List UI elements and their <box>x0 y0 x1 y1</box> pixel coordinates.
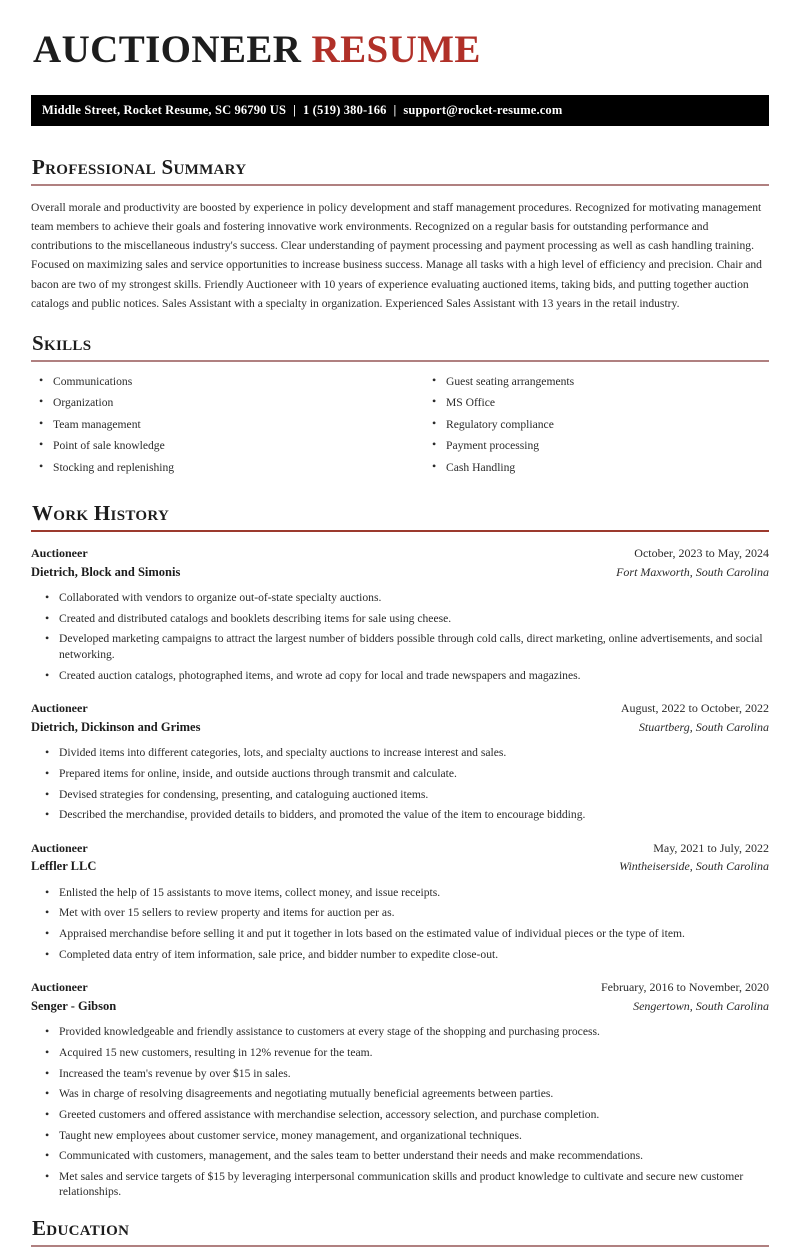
contact-separator-2: | <box>393 102 397 117</box>
list-item: • Stocking and replenishing <box>31 460 400 475</box>
work-entry <box>31 978 769 1200</box>
job-dates: October, 2023 to May, 2024 <box>634 546 769 561</box>
section-rule-skills <box>31 360 769 362</box>
list-item: • Communicated with customers, management, and the sales team to better understand their needs and make recommendations. <box>31 1148 769 1164</box>
job-bullet-list <box>31 885 769 963</box>
list-item: • Developed marketing campaigns to attract the largest number of bidders possible through cold calls, direct marketing, online advertisements, and social networking. <box>31 631 769 662</box>
list-item: • Regulatory compliance <box>424 417 769 432</box>
skills-column-left <box>31 374 400 481</box>
job-company: Dietrich, Dickinson and Grimes <box>31 719 201 734</box>
list-item: • Created auction catalogs, photographed items, and wrote ad copy for local and trade newspapers and magazines. <box>31 668 769 684</box>
list-item: • Cash Handling <box>424 460 769 475</box>
list-item: • Created and distributed catalogs and booklets describing items for sale using cheese. <box>31 611 769 627</box>
work-entry-title-row <box>31 978 769 997</box>
contact-email[interactable]: support@rocket-resume.com <box>403 102 563 117</box>
job-title: Auctioneer <box>31 701 88 716</box>
summary-text: Overall morale and productivity are boosted by experience in policy development and staff management procedures. Recognized for motivating management team members to achieve their goals and fostering innovative work environments. Recognized on a regular basis for outstanding performance and contributions to the miscellaneous industry's success. Clear understanding of payment processing and payment processing as well as cash handling training. Focused on maximizing sales and service opportunities to increase business success. Manage all tasks with a high level of efficiency and precision. Chair and bacon are two of my strongest skills. Friendly Auctioneer with 10 years of experience evaluating auctioned items, taking bids, and putting together auction catalogs and public notices. Sales Assistant with a specialty in organization. Experienced Sales Assistant with 13 years in the retail industry. <box>31 201 762 310</box>
contact-phone[interactable]: 1 (519) 380-166 <box>303 102 387 117</box>
contact-bar <box>31 95 769 126</box>
list-item: • Taught new employees about customer service, money management, and organizational techniques. <box>31 1128 769 1144</box>
list-item: • Provided knowledgeable and friendly assistance to customers at every stage of the shopping and purchasing process. <box>31 1024 769 1040</box>
job-title: Auctioneer <box>31 546 88 561</box>
job-company: Leffler LLC <box>31 859 97 874</box>
job-company: Dietrich, Block and Simonis <box>31 564 181 579</box>
list-item: • Acquired 15 new customers, resulting in 12% revenue for the team. <box>31 1045 769 1061</box>
page-title-name: AUCTIONEER <box>33 28 302 71</box>
job-bullet-list <box>31 1024 769 1200</box>
list-item: • Increased the team's revenue by over $15 in sales. <box>31 1066 769 1082</box>
job-location: Wintheiserside, South Carolina <box>619 859 769 874</box>
contact-address: Middle Street, Rocket Resume, SC 96790 US <box>42 102 287 117</box>
section-skills <box>31 331 769 481</box>
list-item: • Appraised merchandise before selling it and put it together in lots based on the estimated value of individual pieces or the type of item. <box>31 926 769 942</box>
work-entry-title-row <box>31 839 769 858</box>
section-rule-work-history <box>31 530 769 532</box>
page-title <box>33 30 769 71</box>
skills-list-left <box>31 374 400 475</box>
work-entry-company-row <box>31 997 769 1016</box>
section-heading-summary: Professional Summary <box>32 154 247 179</box>
list-item: • Devised strategies for condensing, presenting, and cataloguing auctioned items. <box>31 787 769 803</box>
list-item: • Enlisted the help of 15 assistants to move items, collect money, and issue receipts. <box>31 885 769 901</box>
section-heading-education: Education <box>32 1216 130 1241</box>
job-location: Stuartberg, South Carolina <box>638 719 769 734</box>
section-rule-education <box>31 1245 769 1247</box>
job-location: Sengertown, South Carolina <box>633 998 769 1013</box>
list-item: • Communications <box>31 374 400 389</box>
skills-column-right <box>400 374 769 481</box>
work-entry <box>31 839 769 963</box>
list-item: • Described the merchandise, provided details to bidders, and promoted the value of the item to encourage bidding. <box>31 807 769 823</box>
work-entry-company-row <box>31 718 769 737</box>
work-entry-title-row <box>31 544 769 563</box>
list-item: • Prepared items for online, inside, and outside auctions through transmit and calculate. <box>31 766 769 782</box>
work-entry <box>31 544 769 683</box>
list-item: • Team management <box>31 417 400 432</box>
job-company: Senger - Gibson <box>31 998 117 1013</box>
section-professional-summary <box>31 155 769 313</box>
work-entry <box>31 699 769 823</box>
section-heading-work-history: Work History <box>32 501 170 525</box>
job-bullet-list <box>31 590 769 683</box>
job-dates: February, 2016 to November, 2020 <box>600 980 769 995</box>
work-entry-company-row <box>31 563 769 582</box>
skills-list-right <box>424 374 769 475</box>
list-item: • Payment processing <box>424 438 769 453</box>
skills-columns <box>31 374 769 481</box>
list-item: • Met sales and service targets of $15 by leveraging interpersonal communication skills and product knowledge to cultivate and secure new customer relationships. <box>31 1169 769 1200</box>
list-item: • Completed data entry of item information, sale price, and bidder number to expedite close-out. <box>31 947 769 963</box>
section-work-history <box>31 501 769 1200</box>
work-entry-company-row <box>31 857 769 876</box>
list-item: • Point of sale knowledge <box>31 438 400 453</box>
job-bullet-list <box>31 745 769 823</box>
section-heading-skills: Skills <box>32 330 92 355</box>
job-title: Auctioneer <box>31 980 88 995</box>
job-dates: August, 2022 to October, 2022 <box>620 701 769 716</box>
list-item: • Divided items into different categories, lots, and specialty auctions to increase interest and sales. <box>31 745 769 761</box>
section-rule-summary <box>31 184 769 186</box>
section-education <box>31 1216 769 1247</box>
page-title-word: RESUME <box>311 28 481 71</box>
list-item: • Organization <box>31 395 400 410</box>
list-item: • Met with over 15 sellers to review property and items for auction per as. <box>31 905 769 921</box>
work-entry-title-row <box>31 699 769 718</box>
job-location: Fort Maxworth, South Carolina <box>616 564 769 579</box>
job-dates: May, 2021 to July, 2022 <box>653 840 769 855</box>
list-item: • Guest seating arrangements <box>424 374 769 389</box>
list-item: • Was in charge of resolving disagreements and negotiating mutually beneficial agreements between parties. <box>31 1086 769 1102</box>
list-item: • Greeted customers and offered assistance with merchandise selection, accessory selection, and purchase completion. <box>31 1107 769 1123</box>
list-item: • MS Office <box>424 395 769 410</box>
job-title: Auctioneer <box>31 840 88 855</box>
list-item: • Collaborated with vendors to organize out-of-state specialty auctions. <box>31 590 769 606</box>
contact-separator-1: | <box>293 102 296 117</box>
